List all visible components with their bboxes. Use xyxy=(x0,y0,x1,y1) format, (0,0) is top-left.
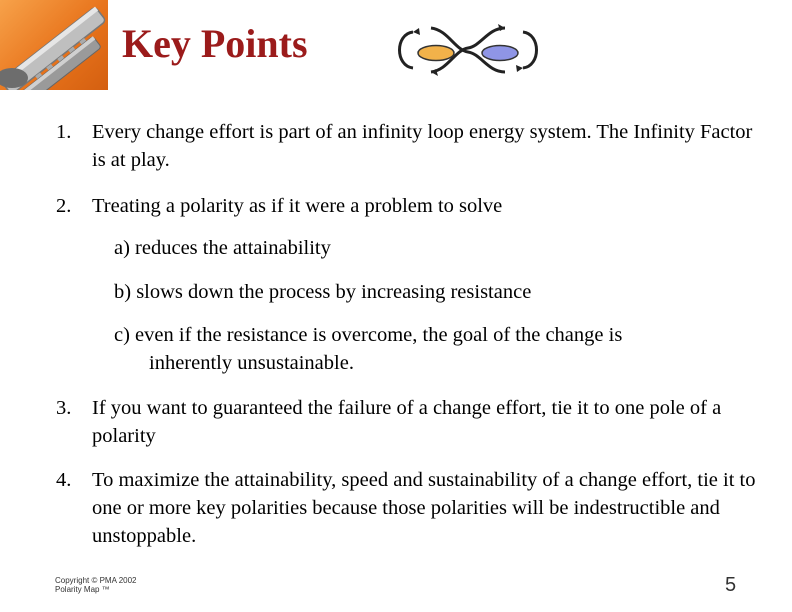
sub-list-item-text: c) even if the resistance is overcome, the goal of the change is xyxy=(114,324,623,346)
list-number: 1. xyxy=(56,121,72,143)
list-item-text: To maximize the attainability, speed and sustainability of a change effort, tie it to one or more key polarities because those polarities will be indestructible and unstoppable. xyxy=(92,469,756,547)
list-item xyxy=(56,192,502,220)
keys-logo xyxy=(0,0,108,90)
trademark-line: Polarity Map ™ xyxy=(55,585,110,594)
list-item-text: Treating a polarity as if it were a problem to solve xyxy=(92,195,503,217)
list-number: 3. xyxy=(56,397,72,419)
sub-list-item: b) slows down the process by increasing resistance xyxy=(114,281,532,303)
list-item xyxy=(56,394,756,450)
list-item xyxy=(56,466,756,550)
list-item-text: If you want to guaranteed the failure of a change effort, tie it to one pole of a polarity xyxy=(92,397,722,447)
keys-icon xyxy=(0,0,108,90)
sub-list-item-text: inherently unsustainable. xyxy=(149,352,354,374)
page-title: Key Points xyxy=(122,21,308,66)
list-item xyxy=(56,118,756,174)
sub-list-item xyxy=(114,321,622,377)
copyright-line: Copyright © PMA 2002 xyxy=(55,576,137,585)
polarity-infinity-loop-icon xyxy=(393,20,543,80)
list-item-text: Every change effort is part of an infinity loop energy system. The Infinity Factor is at play. xyxy=(92,121,753,171)
list-number: 4. xyxy=(56,469,72,491)
page-number: 5 xyxy=(725,574,737,596)
list-number: 2. xyxy=(56,195,72,217)
sub-list-item: a) reduces the attainability xyxy=(114,237,331,259)
copyright-notice xyxy=(55,576,137,594)
